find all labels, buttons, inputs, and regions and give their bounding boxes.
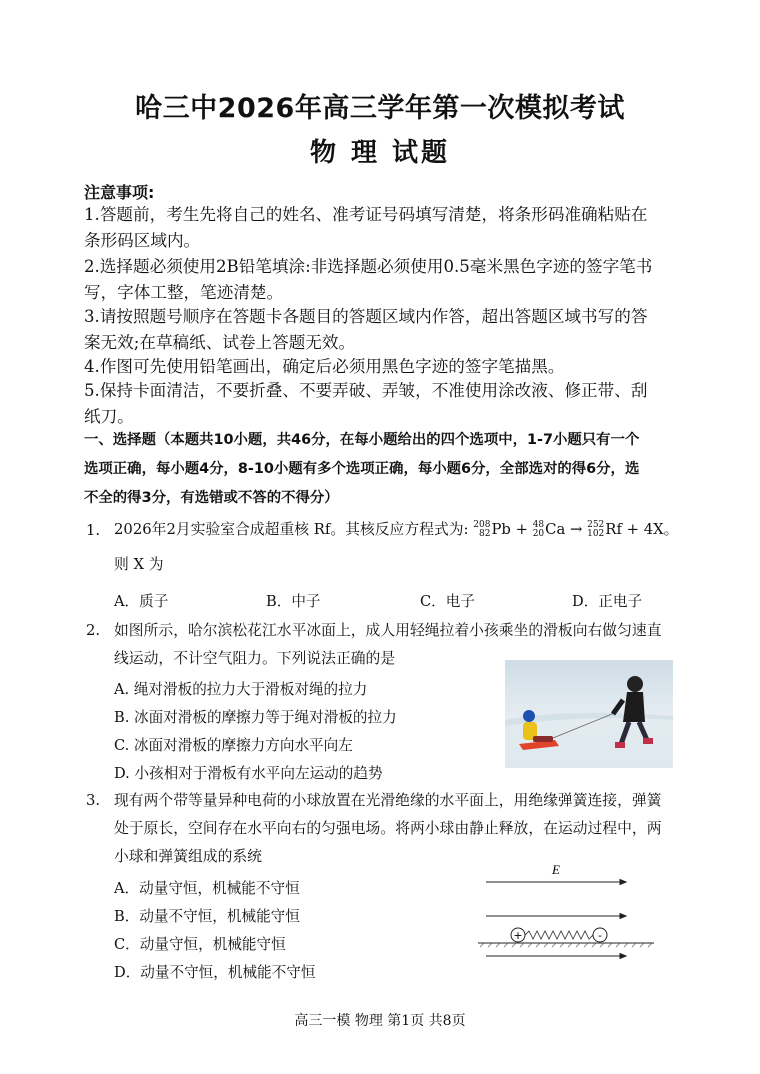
question-1-option-d[interactable]: D．正电子 — [572, 593, 643, 610]
ca-symbol: Ca — [545, 521, 566, 538]
field-arrow-2 — [620, 914, 626, 919]
pb-mass-number: 208 — [473, 520, 491, 530]
page-footer: 高三一模 物理 第1页 共8页 — [294, 1013, 466, 1029]
rf-atomic-number: 102 — [587, 529, 605, 539]
question-1-number: 1. — [86, 522, 101, 539]
equation-tail: + 4X。 — [621, 521, 679, 538]
spring — [525, 931, 593, 939]
question-1-stem — [114, 516, 680, 544]
question-3-stem-line-2: 处于原长，空间存在水平向右的匀强电场。将两小球由静止释放，在运动过程中，两 — [114, 820, 662, 837]
pb-atomic-number: 82 — [478, 529, 491, 539]
question-2-option-a[interactable]: A. 绳对滑板的拉力大于滑板对绳的拉力 — [114, 681, 368, 698]
rf-symbol: Rf — [605, 521, 622, 538]
section-instructions — [84, 426, 680, 513]
note-2 — [84, 254, 680, 306]
note-3-line-2: 案无效;在草稿纸、试卷上答题无效。 — [84, 333, 356, 352]
reaction-arrow: → — [565, 521, 588, 538]
sled-photo — [505, 660, 673, 768]
question-2-number: 2. — [86, 622, 101, 639]
note-4 — [84, 354, 680, 380]
exam-subtitle: 物 理 试题 — [309, 138, 451, 168]
question-1-option-c[interactable]: C．电子 — [420, 593, 475, 610]
ca-atomic-number: 20 — [532, 529, 545, 539]
question-3-stem-line-1: 现有两个带等量异种电荷的小球放置在光滑绝缘的水平面上，用绝缘弹簧连接，弹簧 — [114, 792, 662, 809]
question-2-stem-line-1: 如图所示，哈尔滨松花江水平冰面上，成人用轻绳拉着小孩乘坐的滑板向右做匀速直 — [114, 622, 662, 639]
note-5-line-1: 5.保持卡面清洁，不要折叠、不要弄破、弄皱，不准使用涂改液、修正带、刮 — [84, 381, 648, 400]
question-1-option-b[interactable]: B．中子 — [266, 593, 321, 610]
question-2-option-d[interactable]: D. 小孩相对于滑板有水平向左运动的趋势 — [114, 765, 383, 782]
note-5 — [84, 378, 680, 430]
pb-symbol: Pb — [491, 521, 511, 538]
section-line-2: 选项正确，每小题4分，8-10小题有多个选项正确，每小题6分，全部选对的得6分，选 — [84, 461, 640, 477]
rf-mass-number: 252 — [587, 520, 605, 530]
field-arrow-1 — [620, 880, 626, 885]
question-3-option-d[interactable]: D．动量不守恒，机械能不守恒 — [114, 964, 316, 981]
sled-photo-image — [505, 660, 673, 768]
note-1-line-1: 1.答题前，考生先将自己的姓名、准考证号码填写清楚，将条形码准确粘贴在 — [84, 205, 648, 224]
question-3-option-a[interactable]: A．动量守恒，机械能不守恒 — [114, 880, 300, 897]
note-4-line-1: 4.作图可先使用铅笔画出，确定后必须用黑色字迹的签字笔描黑。 — [84, 357, 565, 376]
note-1 — [84, 202, 680, 254]
question-3-number: 3. — [86, 792, 101, 809]
note-2-line-1: 2.选择题必须使用2B铅笔填涂:非选择题必须使用0.5毫米黑色字迹的签字笔书 — [84, 257, 653, 276]
question-1-stem-line-2: 则 X 为 — [114, 556, 164, 573]
question-3-option-b[interactable]: B．动量不守恒，机械能守恒 — [114, 908, 300, 925]
field-label: E — [552, 862, 560, 877]
question-3-stem-line-3: 小球和弹簧组成的系统 — [114, 848, 262, 865]
note-5-line-2: 纸刀。 — [84, 407, 134, 426]
electric-field-diagram — [476, 858, 666, 968]
note-3 — [84, 304, 680, 356]
question-2-option-c[interactable]: C. 冰面对滑板的摩擦力方向水平向左 — [114, 737, 353, 754]
negative-charge-sign: - — [598, 929, 602, 942]
field-arrow-3 — [620, 954, 626, 959]
note-2-line-2: 写，字体工整，笔迹清楚。 — [84, 283, 284, 302]
note-1-line-2: 条形码区域内。 — [84, 231, 201, 250]
plus-sign: + — [510, 521, 533, 538]
ca-mass-number: 48 — [532, 520, 545, 530]
field-diagram-svg — [476, 858, 666, 968]
question-1-stem-text: 2026年2月实验室合成超重核 Rf。其核反应方程式为: — [114, 521, 469, 538]
question-2-stem-line-2: 线运动，不计空气阻力。下列说法正确的是 — [114, 650, 396, 667]
question-1-option-a[interactable]: A．质子 — [114, 593, 169, 610]
ground-hatching — [480, 943, 652, 947]
nuclear-equation — [473, 521, 678, 538]
question-3-option-c[interactable]: C．动量守恒，机械能守恒 — [114, 936, 286, 953]
section-line-1: 一、选择题（本题共10小题，共46分，在每小题给出的四个选项中，1-7小题只有一个 — [84, 432, 640, 448]
question-2-option-b[interactable]: B. 冰面对滑板的摩擦力等于绳对滑板的拉力 — [114, 709, 397, 726]
notes-heading: 注意事项: — [84, 183, 155, 202]
positive-charge-sign: + — [513, 929, 523, 942]
section-line-3: 不全的得3分，有选错或不答的不得分） — [84, 490, 339, 506]
exam-title: 哈三中2026年高三学年第一次模拟考试 — [135, 93, 625, 124]
note-3-line-1: 3.请按照题号顺序在答题卡各题目的答题区域内作答，超出答题区域书写的答 — [84, 307, 648, 326]
